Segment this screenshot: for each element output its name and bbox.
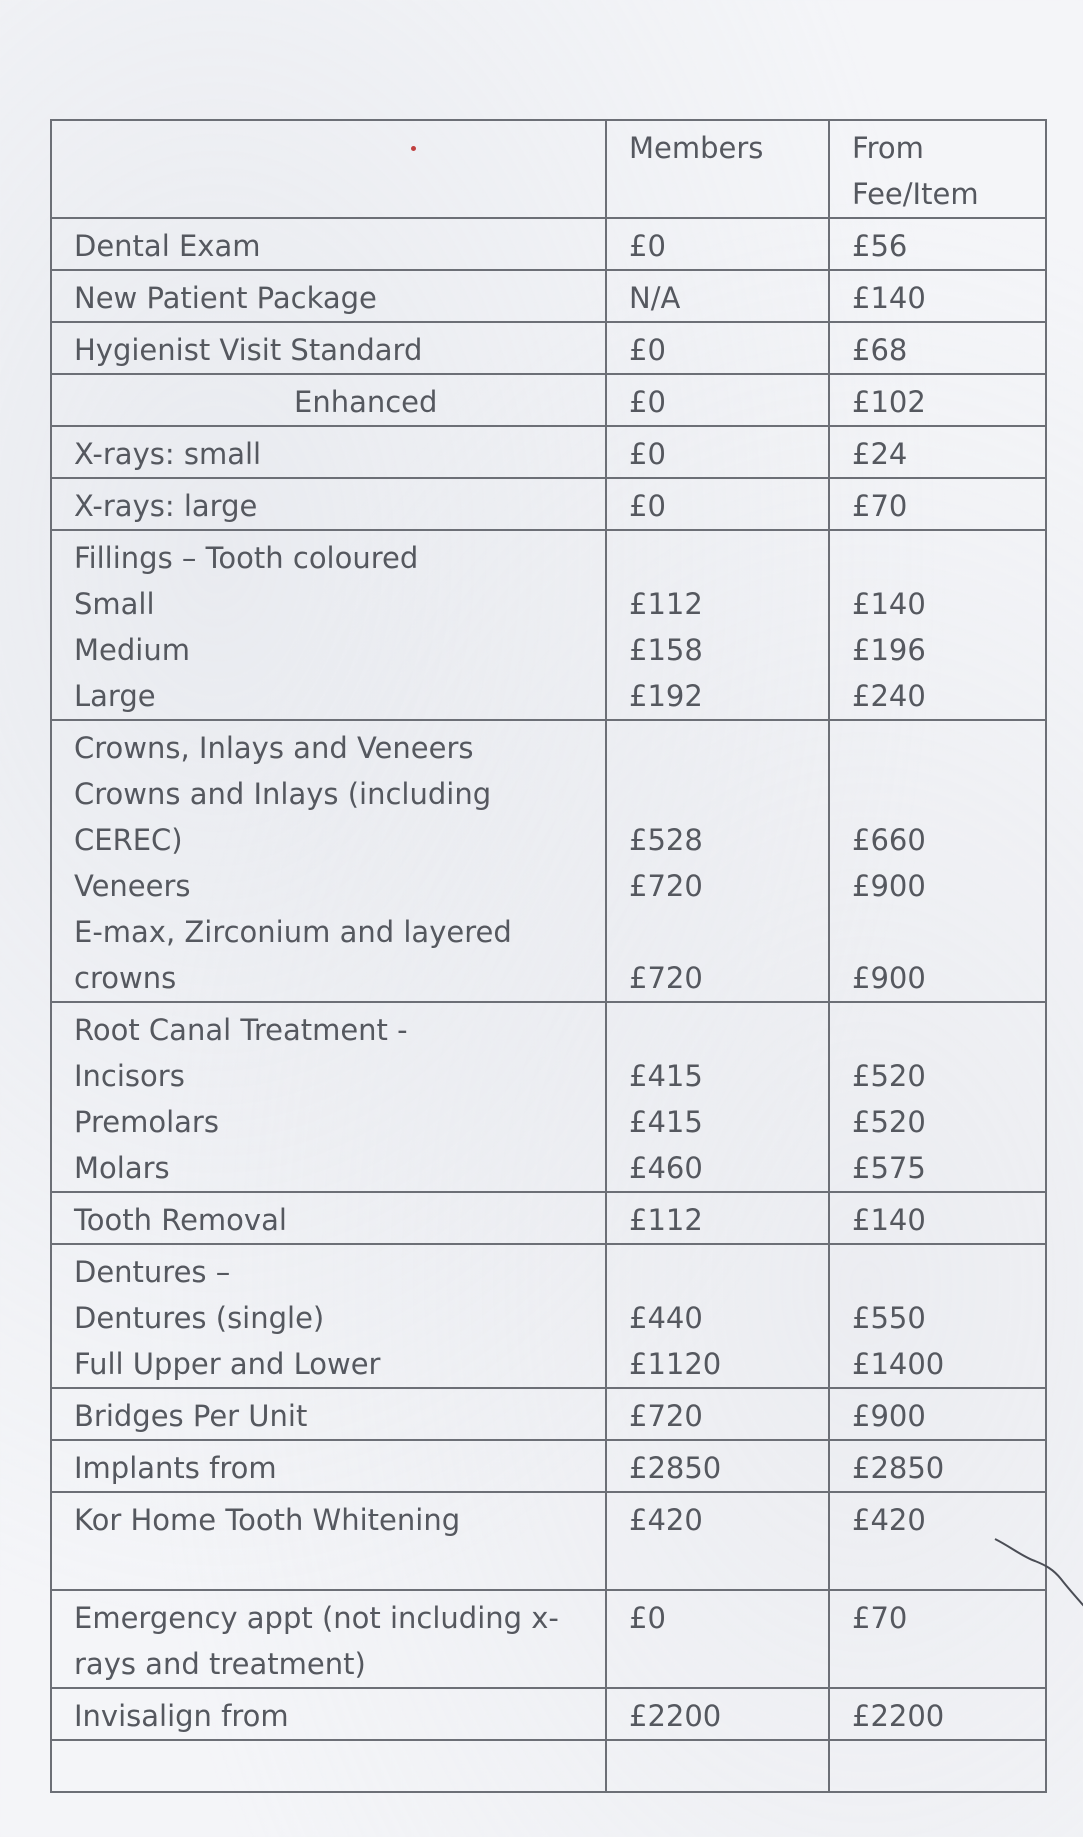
- fee-cell: [829, 1192, 1046, 1244]
- fee-line: £140: [852, 281, 926, 315]
- members-cell: [606, 1388, 829, 1440]
- treatment-line: Crowns, Inlays and Veneers: [74, 731, 474, 765]
- treatment-line: rays and treatment): [74, 1647, 366, 1681]
- members-line: £112: [629, 1203, 703, 1237]
- table-row: [51, 426, 1046, 478]
- treatment-cell: [51, 1492, 606, 1590]
- table-row: [51, 530, 1046, 720]
- members-line: £0: [629, 385, 666, 419]
- treatment-cell: [51, 1740, 606, 1792]
- treatment-cell: [51, 530, 606, 720]
- fee-line: £240: [852, 679, 926, 713]
- members-line: £420: [629, 1503, 703, 1537]
- table-row: [51, 1688, 1046, 1740]
- members-cell: [606, 1244, 829, 1388]
- fee-line: [852, 535, 1045, 581]
- members-line: £1120: [629, 1347, 722, 1381]
- fee-cell: [829, 270, 1046, 322]
- members-line: £158: [629, 633, 703, 667]
- treatment-cell: [51, 1002, 606, 1192]
- treatment-line: Implants from: [74, 1451, 277, 1485]
- treatment-cell: [51, 1388, 606, 1440]
- members-line: £415: [629, 1059, 703, 1093]
- treatment-cell: [51, 1192, 606, 1244]
- members-line: [629, 1007, 828, 1053]
- members-line: £112: [629, 587, 703, 621]
- members-cell: [606, 530, 829, 720]
- treatment-line: CEREC): [74, 823, 183, 857]
- fee-line: £196: [852, 633, 926, 667]
- members-line: £0: [629, 1601, 666, 1635]
- fee-line: [852, 1249, 1045, 1295]
- table-row: [51, 478, 1046, 530]
- treatment-cell: [51, 478, 606, 530]
- treatment-line: Tooth Removal: [74, 1203, 287, 1237]
- fee-line: £900: [852, 961, 926, 995]
- fee-line: [852, 1745, 1045, 1791]
- fee-line: £2850: [852, 1451, 945, 1485]
- table-row: [51, 1244, 1046, 1388]
- members-cell: [606, 478, 829, 530]
- treatment-line: New Patient Package: [74, 281, 377, 315]
- fee-line: £575: [852, 1151, 926, 1185]
- treatment-cell: [51, 1244, 606, 1388]
- members-line: [629, 909, 828, 955]
- fee-cell: [829, 1244, 1046, 1388]
- fee-line: £70: [852, 1601, 908, 1635]
- fee-cell: [829, 218, 1046, 270]
- members-cell: [606, 218, 829, 270]
- fee-line: £56: [852, 229, 908, 263]
- fee-line: £70: [852, 489, 908, 523]
- fee-cell: [829, 1440, 1046, 1492]
- members-line: [629, 1641, 828, 1687]
- fee-line: £24: [852, 437, 908, 471]
- treatment-cell: [51, 720, 606, 1002]
- header-members: [606, 120, 829, 218]
- table-row: [51, 270, 1046, 322]
- members-line: £528: [629, 823, 703, 857]
- fee-cell: [829, 1688, 1046, 1740]
- members-cell: [606, 322, 829, 374]
- table-row: [51, 1492, 1046, 1590]
- treatment-line: [74, 1543, 605, 1589]
- members-line: £720: [629, 961, 703, 995]
- treatment-cell: [51, 1590, 606, 1688]
- fee-line: [852, 1007, 1045, 1053]
- fee-line: £68: [852, 333, 908, 367]
- table-row: [51, 322, 1046, 374]
- members-line: N/A: [629, 281, 681, 315]
- members-cell: [606, 1192, 829, 1244]
- members-cell: [606, 1740, 829, 1792]
- fee-cell: [829, 478, 1046, 530]
- fee-line: £520: [852, 1059, 926, 1093]
- header-fee-line1: From: [852, 131, 924, 165]
- header-members-label: Members: [629, 131, 764, 165]
- members-cell: [606, 1440, 829, 1492]
- members-cell: [606, 374, 829, 426]
- treatment-cell: [51, 374, 606, 426]
- treatment-line: X-rays: large: [74, 489, 258, 523]
- fee-line: [852, 771, 1045, 817]
- treatment-cell: [51, 270, 606, 322]
- treatment-line: Dentures (single): [74, 1301, 325, 1335]
- members-line: £2850: [629, 1451, 722, 1485]
- members-line: £192: [629, 679, 703, 713]
- treatment-line: Hygienist Visit Standard: [74, 333, 423, 367]
- fee-line: £140: [852, 1203, 926, 1237]
- members-line: £720: [629, 1399, 703, 1433]
- pen-scratch-mark: [993, 1537, 1083, 1627]
- ink-dot: [411, 146, 416, 151]
- fee-cell: [829, 374, 1046, 426]
- fee-cell: [829, 530, 1046, 720]
- members-cell: [606, 270, 829, 322]
- members-line: £0: [629, 437, 666, 471]
- fee-line: £660: [852, 823, 926, 857]
- table-row: [51, 1590, 1046, 1688]
- treatment-line: X-rays: small: [74, 437, 262, 471]
- table-row: [51, 1002, 1046, 1192]
- fee-cell: [829, 1740, 1046, 1792]
- members-cell: [606, 1688, 829, 1740]
- treatment-cell: [51, 1688, 606, 1740]
- table-row: [51, 1440, 1046, 1492]
- table-row: [51, 218, 1046, 270]
- treatment-cell: [51, 218, 606, 270]
- treatment-cell: [51, 322, 606, 374]
- members-line: [629, 535, 828, 581]
- members-cell: [606, 1492, 829, 1590]
- treatment-line: Enhanced: [294, 385, 438, 419]
- treatment-line: Bridges Per Unit: [74, 1399, 308, 1433]
- treatment-line: Fillings – Tooth coloured: [74, 541, 419, 575]
- fee-cell: [829, 322, 1046, 374]
- header-fee-line2: Fee/Item: [852, 177, 979, 211]
- members-line: [629, 1745, 828, 1791]
- members-line: [629, 771, 828, 817]
- treatment-line: Molars: [74, 1151, 170, 1185]
- fee-line: [852, 725, 1045, 771]
- members-line: £415: [629, 1105, 703, 1139]
- fee-line: [852, 1641, 1045, 1687]
- price-list-sheet: [50, 119, 1045, 1733]
- fee-line: £420: [852, 1503, 926, 1537]
- treatment-line: E-max, Zirconium and layered: [74, 915, 512, 949]
- members-line: [629, 1543, 828, 1589]
- fee-cell: [829, 1002, 1046, 1192]
- members-cell: [606, 426, 829, 478]
- treatment-line: Emergency appt (not including x-: [74, 1601, 559, 1635]
- fee-cell: [829, 720, 1046, 1002]
- members-line: £2200: [629, 1699, 722, 1733]
- fee-line: [852, 909, 1045, 955]
- table-row: [51, 1388, 1046, 1440]
- members-line: £460: [629, 1151, 703, 1185]
- fee-line: £900: [852, 1399, 926, 1433]
- treatment-line: Premolars: [74, 1105, 219, 1139]
- treatment-line: Full Upper and Lower: [74, 1347, 381, 1381]
- treatment-line: Medium: [74, 633, 190, 667]
- treatment-line: Veneers: [74, 869, 191, 903]
- treatment-line: Dental Exam: [74, 229, 261, 263]
- fee-line: £1400: [852, 1347, 945, 1381]
- members-line: £0: [629, 489, 666, 523]
- treatment-line: Incisors: [74, 1059, 185, 1093]
- header-treatment: [51, 120, 606, 218]
- members-line: [629, 725, 828, 771]
- table-row: [51, 720, 1046, 1002]
- treatment-line: [74, 1745, 605, 1791]
- price-table: [50, 119, 1047, 1793]
- fee-line: £140: [852, 587, 926, 621]
- members-line: [629, 1249, 828, 1295]
- treatment-line: Large: [74, 679, 156, 713]
- table-row: [51, 374, 1046, 426]
- treatment-line: Crowns and Inlays (including: [74, 777, 492, 811]
- table-row: [51, 1740, 1046, 1792]
- treatment-cell: [51, 1440, 606, 1492]
- header-fee: [829, 120, 1046, 218]
- fee-line: £900: [852, 869, 926, 903]
- members-line: £720: [629, 869, 703, 903]
- members-line: £0: [629, 333, 666, 367]
- fee-cell: [829, 1388, 1046, 1440]
- fee-line: £550: [852, 1301, 926, 1335]
- treatment-cell: [51, 426, 606, 478]
- fee-line: £102: [852, 385, 926, 419]
- treatment-line: Dentures –: [74, 1255, 231, 1289]
- fee-line: £520: [852, 1105, 926, 1139]
- members-cell: [606, 1590, 829, 1688]
- members-line: £440: [629, 1301, 703, 1335]
- table-row: [51, 1192, 1046, 1244]
- members-cell: [606, 720, 829, 1002]
- members-cell: [606, 1002, 829, 1192]
- treatment-line: Kor Home Tooth Whitening: [74, 1503, 461, 1537]
- members-line: £0: [629, 229, 666, 263]
- treatment-line: Small: [74, 587, 155, 621]
- fee-cell: [829, 426, 1046, 478]
- treatment-line: Root Canal Treatment -: [74, 1013, 408, 1047]
- treatment-line: crowns: [74, 961, 177, 995]
- header-row: [51, 120, 1046, 218]
- fee-line: £2200: [852, 1699, 945, 1733]
- treatment-line: Invisalign from: [74, 1699, 289, 1733]
